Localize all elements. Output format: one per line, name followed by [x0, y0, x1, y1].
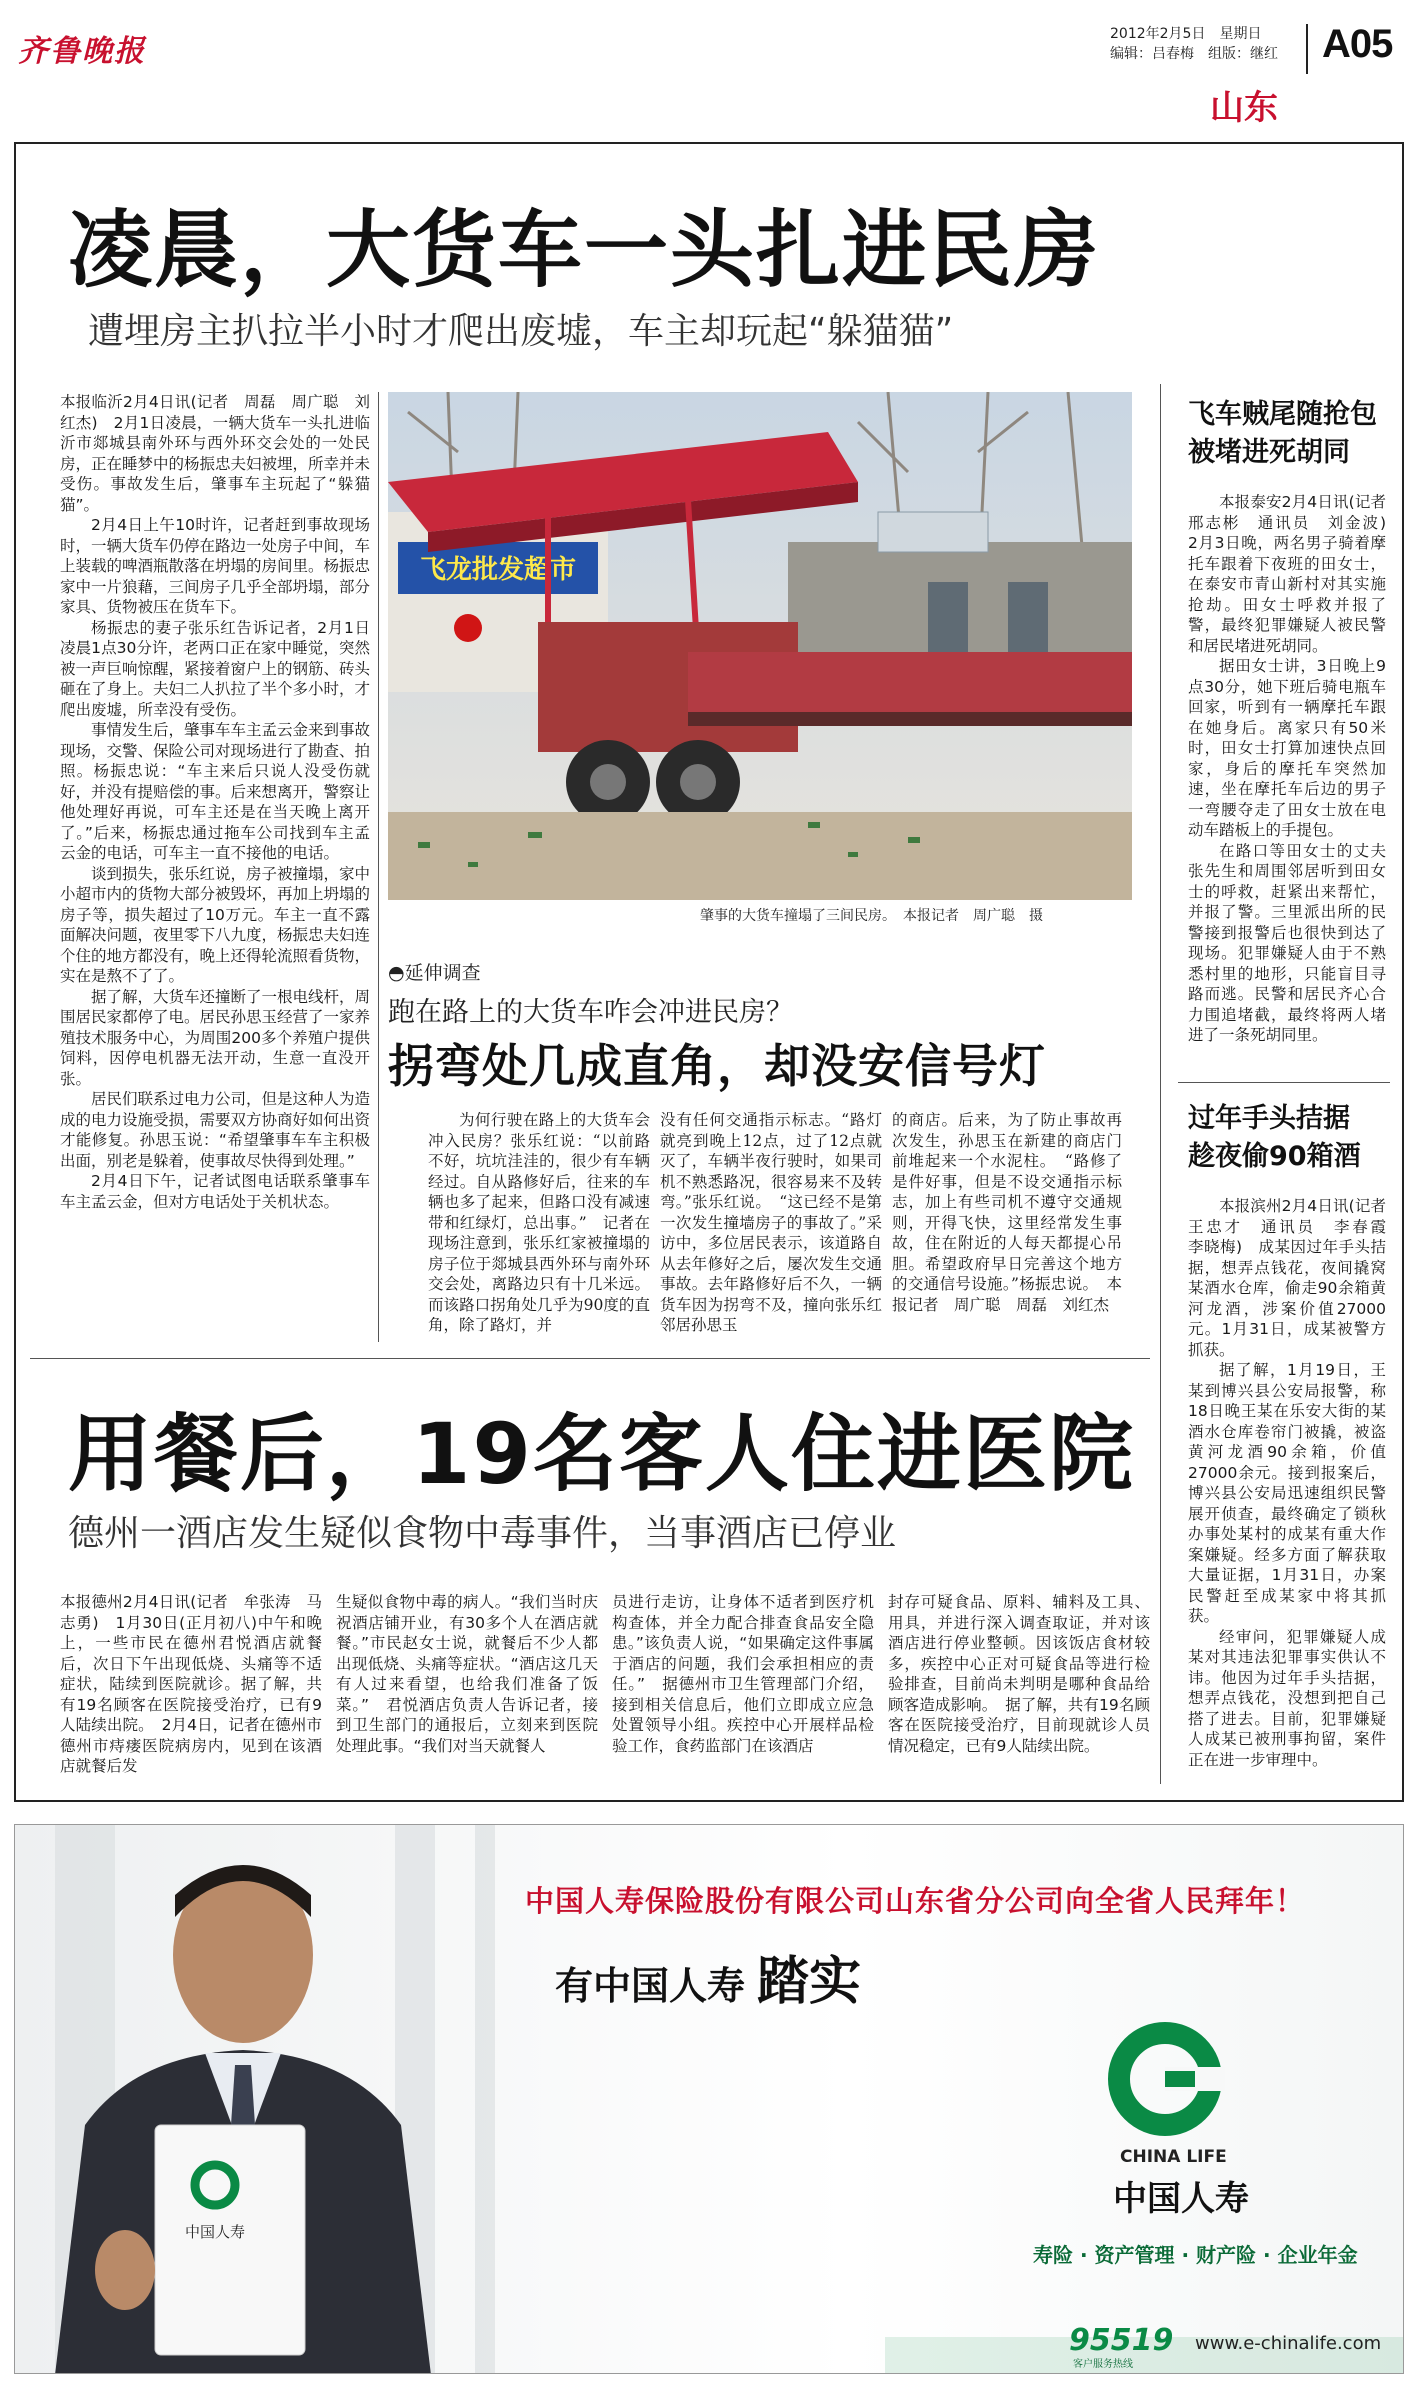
shop-sign-text: 飞龙批发超市 [419, 555, 577, 585]
ext-para: 的商店。后来，为了防止事故再次发生，孙思玉在新建的商店门前堆起来一个水泥柱。 “路修了是件好事，但是不设交通指示标志，加上有些司机不遵守交通规则，开得飞快，这里经常发生事故，住在附近的人每天都提心吊胆。希望政府早日完善这个地方的交通信号设施。”杨振忠说。 本报记者 周广聪 周磊 刘红杰 [892, 1111, 1122, 1314]
china-life-ad [14, 1824, 1404, 2374]
masthead-logo: 齐鲁晚报 [18, 34, 146, 69]
sidebar-para: 据田女士讲，3日晚上9点30分，她下班后骑电瓶车回家，听到有一辆摩托车跟在她身后。离家只有50米时，田女士打算加速快点回家，身后的摩托车突然加速，坐在摩托车后边的男子一弯腰夺走了田女士放在电动车踏板上的手提包。 [1188, 657, 1386, 839]
sidebar-headline-line: 飞车贼尾随抢包 [1188, 399, 1377, 430]
truck-photo [388, 392, 1132, 900]
kicker-label [388, 958, 481, 985]
ad-url: www.e-chinalife.com [1195, 2333, 1382, 2354]
sidebar-story1-body [1188, 492, 1402, 1046]
ad-services: 寿险 · 资产管理 · 财产险 · 企业年金 [1033, 2243, 1358, 2267]
story1-para: 据了解，大货车还撞断了一根电线杆，周围居民家都停了电。居民孙思玉经营了一家养殖技术服务中心，为周围200多个养殖户提供饲料，因停电机器无法开动，生意一直没开张。 [60, 987, 371, 1088]
story2-subhead: 德州一酒店发生疑似食物中毒事件，当事酒店已停业 [68, 1513, 897, 1554]
sidebar-story2-headline [1188, 1100, 1361, 1176]
header-info [1110, 24, 1278, 64]
ext-column-2 [660, 1110, 882, 1336]
ad-hotline: 95519 [1069, 2323, 1174, 2358]
sidebar-headline-line: 过年手头拮据 [1188, 1103, 1350, 1134]
ext-column-1 [428, 1110, 650, 1336]
column-divider [378, 392, 379, 1342]
ad-slogan-a: 有中国人寿 [555, 1963, 746, 2008]
story2-column-1 [60, 1592, 322, 1777]
story2-para: 生疑似食物中毒的病人。“我们当时庆祝酒店铺开业，有30多个人在酒店就餐。”市民赵女士说，就餐后不少人都出现低烧、头痛等症状。“酒店这几天有人过来看望，也给我们准备了饭菜。” 君悦酒店负责人告诉记者，接到卫生部门的通报后，立刻来到医院处理此事。“我们对当天就餐人 [336, 1593, 598, 1755]
story2-column-2 [336, 1592, 598, 1756]
story2-para: 员进行走访，让身体不适者到医疗机构查体，并全力配合排查食品安全隐患。”该负责人说，“如果确定这件事属于酒店的问题，我们会承担相应的责任。” 据德州市卫生管理部门介绍，接到相关信息后，他们立即成立应急处置领导小组。疾控中心开展样品检验工作，食药监部门在该酒店 [612, 1593, 874, 1755]
editors-line: 编辑：吕春梅 组版：继红 [1110, 46, 1278, 62]
story1-para: 事情发生后，肇事车车主孟云金来到事故现场，交警、保险公司对现场进行了勘查、拍照。杨振忠说：“车主来后只说人没受伤就好，并没有提赔偿的事。后来想离开，警察让他处理好再说，可车主还是在当天晚上离开了。”后来，杨振忠通过拖车公司找到车主孟云金的电话，可车主一直不接他的电话。 [60, 721, 371, 862]
sidebar-para: 本报泰安2月4日讯(记者 邢志彬 通讯员 刘金波) 2月3日晚，两名男子骑着摩托车跟着下夜班的田女士，在泰安市青山新村对其实施抢劫。田女士呼救并报了警，最终犯罪嫌疑人被民警和居民堵进死胡同。 [1188, 493, 1402, 655]
ad-hotline-sub: 客户服务热线 [1073, 2359, 1133, 2370]
sidebar-para: 据了解，1月19日，王某到博兴县公安局报警，称18日晚王某在乐安大街的某酒水仓库卷帘门被撬，被盗黄河龙酒90余箱，价值27000余元。接到报案后，博兴县公安局迅速组织民警展开侦查，最终确定了锁秋办事处某村的成某有重大作案嫌疑。经多方面了解获取大量证据，1月31日，办案民警赶至成某家中将其抓获。 [1188, 1361, 1386, 1625]
sidebar-para: 在路口等田女士的丈夫张先生和周围邻居听到田女士的呼救，赶紧出来帮忙，并报了警。三里派出所的民警接到报警后也很快到达了现场。犯罪嫌疑人由于不熟悉村里的地形，只能盲目寻路而逃。民警和居民齐心合力围追堵截，最终将两人堵进了一条死胡同里。 [1188, 841, 1386, 1044]
eye-icon: ◓ [388, 962, 405, 984]
sidebar-headline-line: 被堵进死胡同 [1188, 437, 1350, 468]
story1-para: 谈到损失，张乐红说，房子被撞塌，家中小超市内的货物大部分被毁坏，再加上坍塌的房子等，损失超过了10万元。车主一直不露面解决问题，夜里零下八九度，杨振忠夫妇连个住的地方都没有，晚上还得轮流照看货物，实在是熬不了了。 [60, 864, 371, 985]
ext-column-3 [892, 1110, 1122, 1315]
ad-slogan [555, 1939, 861, 2014]
story1-para: 杨振忠的妻子张乐红告诉记者，2月1日凌晨1点30分许，老两口正在家中睡觉，突然被一声巨响惊醒，紧接着窗户上的钢筋、砖头砸在了身上。夫妇二人扒拉了半个多小时，才爬出废墟，所幸没有受伤。 [60, 618, 371, 719]
sidebar-para: 本报滨州2月4日讯(记者 王忠才 通讯员 李春霞 李晓梅) 成某因过年手头拮据，想弄点钱花，夜间撬窝某酒水仓库，偷走90余箱黄河龙酒，涉案价值27000元。1月31日，成某被警方抓获。 [1188, 1197, 1402, 1359]
story2-para: 本报德州2月4日讯(记者 牟张涛 马志勇) 1月30日(正月初八)中午和晚上，一些市民在德州君悦酒店就餐后，次日下午出现低烧、头痛等不适症状，陆续到医院就诊。据了解，共有19名顾客在医院接受治疗，已有9人陆续出院。 2月4日，记者在德州市德州市痔瘘医院病房内，见到在该酒店就餐后发 [60, 1593, 322, 1775]
story2-para: 封存可疑食品、原料、辅料及工具、用具，并进行深入调查取证，并对该酒店进行停业整顿。因该饭店食材较多，疾控中心正对可疑食品等进行检验排查，目前尚未判明是哪种食品给顾客造成影响。 据了解，共有19名顾客在医院接受治疗，目前现就诊人员情况稳定，已有9人陆续出院。 [888, 1593, 1150, 1755]
sidebar-story2-body [1188, 1196, 1402, 1770]
story2-column-3 [612, 1592, 874, 1756]
section-name: 山东 [1210, 88, 1278, 128]
sidebar-divider [1160, 384, 1161, 1784]
story1-para: 居民们联系过电力公司，但是这种人为造成的电力设施受损，需要双方协商好如何出资才能修复。孙思玉说：“希望肇事车车主积极出面，别老是躲着，使事故尽快得到处理。” [60, 1090, 371, 1170]
kicker-headline: 拐弯处几成直角，却没安信号灯 [388, 1039, 1046, 1093]
sidebar-story1-headline [1188, 396, 1377, 472]
story-rule [30, 1358, 1150, 1359]
sidebar-rule [1178, 1082, 1390, 1083]
story2-headline: 用餐后，19名客人住进医院 [68, 1405, 1135, 1503]
story1-para: 2月4日下午，记者试图电话联系肇事车车主孟云金，但对方电话处于关机状态。 [60, 1172, 370, 1211]
header-separator [1306, 24, 1308, 74]
story1-subhead: 遭埋房主扒拉半小时才爬出废墟，车主却玩起“躲猫猫” [88, 311, 954, 352]
issue-date: 2012年2月5日 星期日 [1110, 26, 1262, 42]
kicker-text: 延伸调查 [404, 962, 481, 984]
truck-photo-illustration [388, 392, 1132, 900]
story1-para: 本报临沂2月4日讯(记者 周磊 周广聪 刘红杰) 2月1日凌晨，一辆大货车一头扎进临沂市郯城县南外环与西外环交会处的一处民房，正在睡梦中的杨振忠夫妇被埋，所幸并未受伤。事故发生后，肇事车主玩起了“躲猫猫”。 [60, 393, 371, 514]
sidebar-para: 经审问，犯罪嫌疑人成某对其违法犯罪事实供认不讳。他因为过年手头拮据，想弄点钱花，没想到把自己搭了进去。目前，犯罪嫌疑人成某已被刑事拘留，案件正在进一步审理中。 [1188, 1627, 1386, 1769]
ext-para: 为何行驶在路上的大货车会冲入民房？张乐红说：“以前路不好，坑坑洼洼的，很少有车辆经过。自从路修好后，往来的车辆也多了起来，但路口没有减速带和红绿灯，总出事。” 记者在现场注意到，张乐红家被撞塌的房子位于郯城县西外环与南外环交会处，离路边只有十几米远。而该路口拐角处几乎为90度的直角，除了路灯，并 [428, 1111, 650, 1334]
kicker-question: 跑在路上的大货车咋会冲进民房？ [388, 997, 793, 1028]
ad-slogan-b: 踏实 [757, 1951, 862, 2012]
sidebar-headline-line: 趁夜偷90箱酒 [1188, 1141, 1361, 1172]
story1-headline: 凌晨，大货车一头扎进民房 [68, 201, 1101, 299]
story1-column [60, 392, 370, 1212]
ad-brand-en: CHINA LIFE [1120, 2147, 1227, 2167]
ad-brand-cn: 中国人寿 [1113, 2179, 1249, 2219]
ad-greeting: 中国人寿保险股份有限公司山东省分公司向全省人民拜年！ [525, 1884, 1306, 1918]
folder-brand-text: 中国人寿 [184, 2223, 246, 2241]
photo-caption: 肇事的大货车撞塌了三间民房。 本报记者 周广聪 摄 [700, 908, 1043, 924]
story2-column-4 [888, 1592, 1150, 1756]
ext-para: 没有任何交通指示标志。“路灯就亮到晚上12点，过了12点就灭了，车辆半夜行驶时，如果司机不熟悉路况，很容易来不及转弯。”张乐红说。 “这已经不是第一次发生撞墙房子的事故了。”采访中，多位居民表示，该道路自从去年修好之后，屡次发生交通事故。去年路修好后不久，一辆货车因为拐弯不及，撞向张乐红邻居孙思玉 [660, 1111, 882, 1334]
story1-para: 2月4日上午10时许，记者赶到事故现场时，一辆大货车仍停在路边一处房子中间，车上装载的啤酒瓶散落在坍塌的房间里。杨振忠家中一片狼藉，三间房子几乎全部坍塌，部分家具、货物被压在货车下。 [60, 516, 371, 616]
page-number: A05 [1322, 22, 1393, 66]
